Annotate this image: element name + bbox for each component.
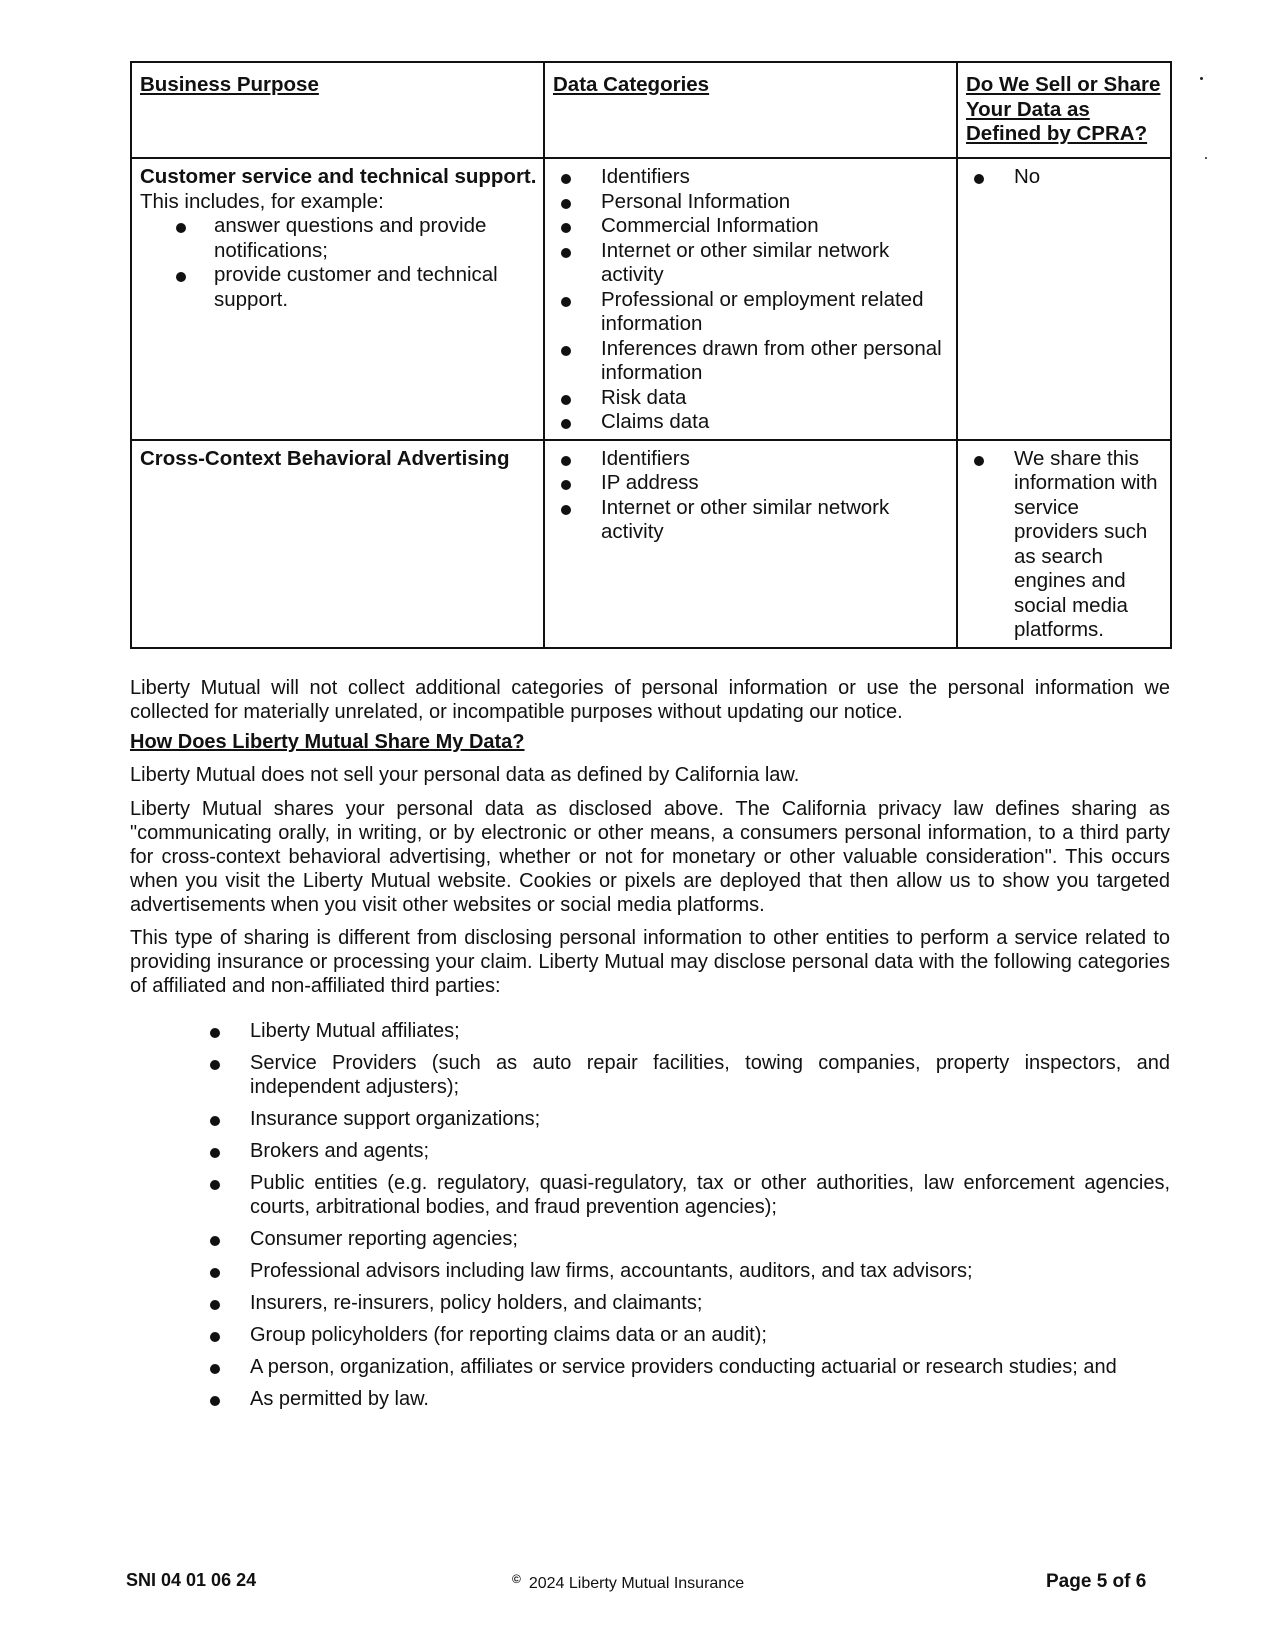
- list-item: IP address: [553, 471, 950, 496]
- header-data-categories: Data Categories: [544, 62, 957, 158]
- scan-speck: [1205, 157, 1207, 159]
- paragraph-disclosure: This type of sharing is different from disclosing personal information to other entities to perform a service related to providing insurance or processing your claim. Liberty Mutual may disclose personal data with the following categories of affiliated and non-affiliated third parties:: [130, 927, 1170, 997]
- notice-paragraph: Liberty Mutual will not collect additional categories of personal information or use the personal information we collected for materially unrelated, or incompatible purposes without updating our notice.: [130, 677, 1170, 723]
- list-item: Risk data: [553, 386, 950, 411]
- form-number: SNI 04 01 06 24: [126, 1570, 257, 1590]
- list-item: Internet or other similar network activity: [553, 239, 950, 288]
- list-item: No: [966, 165, 1164, 190]
- copyright-text: 2024 Liberty Mutual Insurance: [528, 1575, 745, 1592]
- categories-list: [553, 447, 950, 545]
- list-item: Claims data: [553, 410, 950, 435]
- list-item: Insurers, re-insurers, policy holders, and claimants;: [208, 1291, 1170, 1315]
- sell-share-cell: [957, 158, 1171, 440]
- copyright-symbol: ©: [512, 1572, 521, 1586]
- list-item: Professional or employment related information: [553, 288, 950, 337]
- list-item: Consumer reporting agencies;: [208, 1227, 1170, 1251]
- list-item: Identifiers: [553, 165, 950, 190]
- list-item: We share this information with service providers such as search engines and social media platforms.: [966, 447, 1164, 643]
- purpose-title: Customer service and technical support.: [140, 165, 537, 188]
- list-item: Commercial Information: [553, 214, 950, 239]
- purpose-examples-list: [140, 214, 537, 312]
- table-header-row: [131, 62, 1171, 158]
- list-item: Public entities (e.g. regulatory, quasi-regulatory, tax or other authorities, law enforcement agencies, courts, arbitrational bodies, and fraud prevention agencies);: [208, 1171, 1170, 1219]
- sell-share-list: [966, 447, 1164, 643]
- share-heading: How Does Liberty Mutual Share My Data?: [130, 731, 525, 753]
- list-item: Identifiers: [553, 447, 950, 472]
- sell-share-cell: [957, 440, 1171, 648]
- page-number: Page 5 of 6: [1046, 1571, 1147, 1592]
- list-item: Group policyholders (for reporting claims data or an audit);: [208, 1323, 1170, 1347]
- purpose-description: This includes, for example:: [140, 189, 384, 213]
- copyright-notice: [512, 1572, 744, 1593]
- business-purpose-table: [130, 61, 1172, 649]
- purpose-cell: [131, 158, 544, 440]
- header-business-purpose: Business Purpose: [131, 62, 544, 158]
- scan-speck: [1200, 77, 1203, 80]
- list-item: Liberty Mutual affiliates;: [208, 1019, 1170, 1043]
- list-item: Inferences drawn from other personal information: [553, 337, 950, 386]
- list-item: Brokers and agents;: [208, 1139, 1170, 1163]
- list-item: Internet or other similar network activity: [553, 496, 950, 545]
- paragraph-sharing: Liberty Mutual shares your personal data as disclosed above. The California privacy law defines sharing as "communicating orally, in writing, or by electronic or other means, a consumers personal information, to a third party for cross-context behavioral advertising, whether or not for monetary or other valuable consideration". This occurs when you visit the Liberty Mutual website. Cookies or pixels are deployed that then allow us to show you targeted advertisements when you visit other websites or social media platforms.: [130, 798, 1170, 916]
- list-item: As permitted by law.: [208, 1387, 1170, 1411]
- list-item: Professional advisors including law firms, accountants, auditors, and tax advisors;: [208, 1259, 1170, 1283]
- paragraph-not-sell: Liberty Mutual does not sell your personal data as defined by California law.: [130, 764, 800, 786]
- categories-list: [553, 165, 950, 435]
- table-row: [131, 440, 1171, 648]
- list-item: Personal Information: [553, 190, 950, 215]
- third-parties-list: [208, 1019, 1170, 1419]
- list-item: A person, organization, affiliates or service providers conducting actuarial or research studies; and: [208, 1355, 1170, 1379]
- list-item: Insurance support organizations;: [208, 1107, 1170, 1131]
- table-row: [131, 158, 1171, 440]
- categories-cell: [544, 440, 957, 648]
- header-sell-share: Do We Sell or Share Your Data as Defined by CPRA?: [957, 62, 1171, 158]
- purpose-cell: [131, 440, 544, 648]
- list-item: Service Providers (such as auto repair facilities, towing companies, property inspectors, and independent adjusters);: [208, 1051, 1170, 1099]
- list-item: provide customer and technical support.: [140, 263, 537, 312]
- list-item: answer questions and provide notifications;: [140, 214, 537, 263]
- purpose-title: Cross-Context Behavioral Advertising: [140, 446, 510, 470]
- categories-cell: [544, 158, 957, 440]
- sell-share-list: [966, 165, 1164, 190]
